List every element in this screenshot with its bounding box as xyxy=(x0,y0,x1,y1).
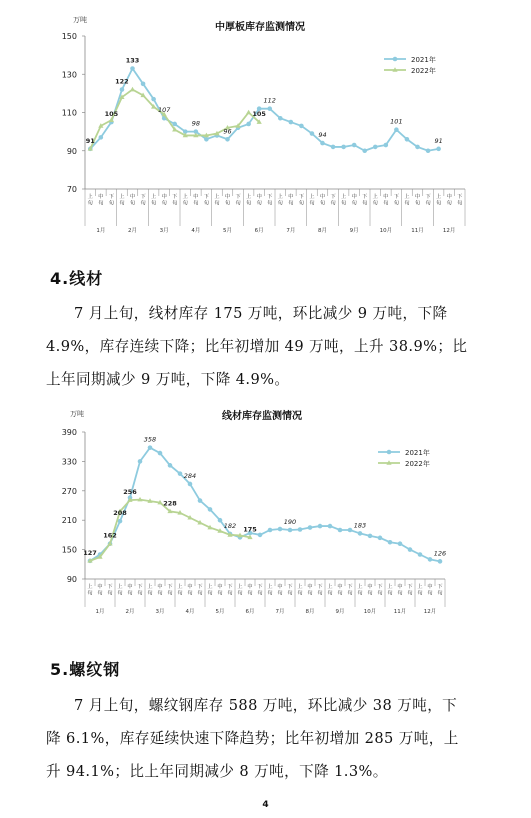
x-tick-label-period: 上 xyxy=(417,584,423,590)
y-tick-label: 90 xyxy=(66,575,77,584)
x-tick-label-period-suffix: 旬 xyxy=(161,200,167,207)
x-tick-label-period-suffix: 旬 xyxy=(330,200,336,207)
x-tick-label-period: 下 xyxy=(107,584,113,590)
x-tick-label-period-suffix: 旬 xyxy=(277,590,283,597)
y-tick-label: 70 xyxy=(66,185,77,194)
x-tick-label-period-suffix: 旬 xyxy=(351,200,357,207)
data-label: 91 xyxy=(434,136,443,145)
x-tick-label-period: 下 xyxy=(167,584,173,590)
x-tick-label-period-suffix: 旬 xyxy=(337,590,343,597)
data-label: 190 xyxy=(283,518,297,526)
x-tick-label-period: 下 xyxy=(203,194,209,200)
x-tick-label-period: 中 xyxy=(288,194,294,200)
data-point-2021 xyxy=(120,87,125,92)
x-tick-label-period: 上 xyxy=(309,194,315,200)
y-tick-label: 150 xyxy=(61,545,77,555)
x-tick-label-period: 上 xyxy=(357,584,363,590)
x-tick-label-month: 1月 xyxy=(96,228,106,234)
data-point-2021 xyxy=(258,533,263,538)
y-tick-label: 90 xyxy=(66,146,77,156)
x-tick-label-period-suffix: 旬 xyxy=(247,590,253,597)
x-tick-label-period: 中 xyxy=(129,194,136,200)
data-point-2021 xyxy=(384,143,389,148)
data-point-2021 xyxy=(268,528,273,533)
x-tick-label-period: 上 xyxy=(267,584,273,590)
data-point-2021 xyxy=(388,540,393,545)
x-tick-label-period: 下 xyxy=(140,194,146,200)
x-tick-label-month: 4月 xyxy=(191,228,201,234)
x-tick-label-month: 6月 xyxy=(245,609,255,615)
x-tick-label-period: 下 xyxy=(298,194,304,200)
data-point-2021 xyxy=(426,148,431,153)
data-label: 133 xyxy=(125,56,140,65)
x-tick-label-period: 上 xyxy=(147,584,153,590)
x-tick-label-period-suffix: 旬 xyxy=(377,590,383,597)
x-tick-label-period: 中 xyxy=(307,584,313,590)
x-tick-label-period: 下 xyxy=(407,584,413,590)
x-tick-label-period-suffix: 旬 xyxy=(287,590,293,597)
y-axis-unit: 万吨 xyxy=(73,16,87,24)
x-tick-label-period-suffix: 旬 xyxy=(108,200,114,207)
x-tick-label-period: 上 xyxy=(182,194,188,200)
x-tick-label-period: 上 xyxy=(372,194,378,200)
x-tick-label-month: 7月 xyxy=(275,609,285,615)
x-tick-label-period: 上 xyxy=(119,194,125,200)
data-label: 256 xyxy=(123,488,137,497)
x-tick-label-period: 上 xyxy=(327,584,333,590)
x-tick-label-period-suffix: 旬 xyxy=(187,590,193,597)
x-tick-label-period-suffix: 旬 xyxy=(267,200,273,207)
x-tick-label-period: 下 xyxy=(347,584,353,590)
paragraph-line: 上年同期减少 9 万吨，下降 4.9%。 xyxy=(46,371,290,388)
x-tick-label-period-suffix: 旬 xyxy=(197,590,203,597)
x-tick-label-month: 2月 xyxy=(125,609,135,615)
x-tick-label-period-suffix: 旬 xyxy=(193,200,199,207)
x-tick-label-period: 上 xyxy=(207,584,213,590)
data-point-2021 xyxy=(278,527,283,532)
x-tick-label-period: 上 xyxy=(404,194,410,200)
paragraph-rebar xyxy=(46,689,498,788)
x-tick-label-period-suffix: 旬 xyxy=(387,590,393,597)
x-tick-label-period: 上 xyxy=(297,584,303,590)
x-tick-label-period-suffix: 旬 xyxy=(98,200,104,207)
data-point-2021 xyxy=(318,524,323,529)
data-point-2021 xyxy=(373,145,378,150)
data-point-2022 xyxy=(130,87,135,92)
data-point-2021 xyxy=(198,498,203,503)
wire-rod-inventory-chart xyxy=(0,395,531,631)
x-tick-label-period-suffix: 旬 xyxy=(129,200,136,207)
x-tick-label-period-suffix: 旬 xyxy=(97,590,103,597)
data-point-2021 xyxy=(398,541,403,546)
section-heading-wire-rod: 4.线材 xyxy=(50,269,104,288)
x-tick-label-period-suffix: 旬 xyxy=(372,200,378,207)
x-tick-label-month: 3月 xyxy=(159,228,169,234)
x-tick-label-period: 中 xyxy=(397,584,403,590)
data-point-2021 xyxy=(172,122,177,127)
x-tick-label-period-suffix: 旬 xyxy=(436,200,442,207)
data-point-2021 xyxy=(208,507,213,512)
y-tick-label: 110 xyxy=(61,108,77,118)
x-tick-label-period-suffix: 旬 xyxy=(167,590,173,597)
legend-swatch-marker xyxy=(393,57,398,62)
x-tick-label-period: 中 xyxy=(217,584,223,590)
x-tick-label-period-suffix: 旬 xyxy=(172,200,178,207)
x-tick-label-month: 10月 xyxy=(379,228,393,234)
x-tick-label-period: 上 xyxy=(341,194,347,200)
data-point-2021 xyxy=(289,120,294,125)
x-tick-label-month: 12月 xyxy=(442,228,456,234)
data-point-2021 xyxy=(408,547,413,552)
x-tick-label-period-suffix: 旬 xyxy=(319,200,326,207)
data-label: 182 xyxy=(223,521,237,530)
x-tick-label-period-suffix: 旬 xyxy=(237,590,243,597)
x-tick-label-period: 中 xyxy=(351,194,357,200)
x-tick-label-period: 下 xyxy=(287,584,293,590)
data-point-2021 xyxy=(348,528,353,533)
data-label: 101 xyxy=(390,117,403,126)
data-label: 107 xyxy=(157,106,171,115)
data-point-2021 xyxy=(99,135,104,140)
x-tick-label-period: 中 xyxy=(193,194,199,200)
y-tick-label: 390 xyxy=(61,428,77,437)
data-point-2021 xyxy=(267,106,272,111)
x-tick-label-period-suffix: 旬 xyxy=(277,200,283,207)
x-tick-label-month: 3月 xyxy=(155,609,165,615)
x-tick-label-period-suffix: 旬 xyxy=(427,590,433,597)
paragraph-line: 4.9%，库存连续下降；比年初增加 49 万吨，上升 38.9%；比 xyxy=(46,338,468,355)
data-point-2021 xyxy=(130,66,135,71)
series-line-2022 xyxy=(90,90,259,149)
x-tick-label-period: 上 xyxy=(117,584,123,590)
x-tick-label-period-suffix: 旬 xyxy=(217,590,223,597)
x-tick-label-period-suffix: 旬 xyxy=(151,200,157,207)
x-tick-label-period: 中 xyxy=(157,584,163,590)
x-tick-label-period: 下 xyxy=(172,194,178,200)
x-tick-label-period-suffix: 旬 xyxy=(107,590,113,597)
x-tick-label-month: 9月 xyxy=(335,609,345,615)
data-point-2021 xyxy=(225,137,230,142)
x-tick-label-period: 中 xyxy=(97,584,103,590)
data-point-2021 xyxy=(341,145,346,150)
data-point-2022 xyxy=(246,110,251,115)
chart-title: 中厚板库存监测情况 xyxy=(215,22,305,33)
y-axis-unit: 万吨 xyxy=(70,410,84,418)
paragraph-wire-rod xyxy=(46,297,498,396)
x-tick-label-period: 下 xyxy=(457,194,463,200)
x-tick-label-period-suffix: 旬 xyxy=(367,590,373,597)
x-tick-label-period-suffix: 旬 xyxy=(362,200,368,207)
legend-label: 2021年 xyxy=(405,449,430,457)
data-point-2021 xyxy=(415,145,420,150)
x-tick-label-period-suffix: 旬 xyxy=(207,590,213,597)
x-tick-label-period-suffix: 旬 xyxy=(147,590,153,597)
data-label: 122 xyxy=(115,77,129,86)
data-point-2021 xyxy=(148,445,153,450)
data-point-2021 xyxy=(278,116,283,121)
data-point-2021 xyxy=(418,552,423,557)
x-tick-label-period-suffix: 旬 xyxy=(347,590,353,597)
y-tick-label: 150 xyxy=(61,32,77,41)
x-tick-label-period-suffix: 旬 xyxy=(288,200,294,207)
x-tick-label-period-suffix: 旬 xyxy=(341,200,347,207)
x-tick-label-period-suffix: 旬 xyxy=(425,200,431,207)
x-tick-label-period-suffix: 旬 xyxy=(437,590,443,597)
plate-inventory-chart-svg xyxy=(0,0,531,248)
data-label: 284 xyxy=(183,471,197,480)
x-tick-label-period: 上 xyxy=(387,584,393,590)
x-tick-label-period-suffix: 旬 xyxy=(298,200,304,207)
x-tick-label-period: 上 xyxy=(277,194,283,200)
page-number: 4 xyxy=(262,800,269,810)
data-point-2021 xyxy=(438,559,443,564)
legend-swatch-marker xyxy=(387,450,392,455)
x-tick-label-period: 上 xyxy=(214,194,220,200)
data-point-2021 xyxy=(328,524,333,529)
x-tick-label-month: 9月 xyxy=(349,228,359,234)
x-tick-label-period-suffix: 旬 xyxy=(457,200,463,207)
data-point-2021 xyxy=(320,141,325,146)
x-tick-label-period: 中 xyxy=(414,194,421,200)
x-tick-label-period-suffix: 旬 xyxy=(383,200,389,207)
x-tick-label-period-suffix: 旬 xyxy=(256,200,262,207)
chart-legend xyxy=(384,55,436,75)
data-label: 105 xyxy=(104,110,119,119)
data-point-2021 xyxy=(158,451,163,456)
data-label: 183 xyxy=(353,521,367,530)
data-point-2021 xyxy=(188,482,193,487)
x-tick-label-period: 下 xyxy=(108,194,114,200)
data-point-2021 xyxy=(338,528,343,533)
data-point-2021 xyxy=(138,459,143,464)
x-tick-label-period: 上 xyxy=(87,584,93,590)
x-tick-label-period-suffix: 旬 xyxy=(87,590,93,597)
data-label: 105 xyxy=(252,110,266,119)
x-tick-label-period-suffix: 旬 xyxy=(127,590,133,597)
x-tick-label-period: 中 xyxy=(127,584,133,590)
data-label: 175 xyxy=(243,525,257,534)
x-tick-label-period-suffix: 旬 xyxy=(177,590,183,597)
y-tick-label: 210 xyxy=(61,516,77,526)
data-point-2021 xyxy=(246,122,251,127)
paragraph-line: 降 6.1%，库存延续快速下降趋势；比年初增加 285 万吨，上 xyxy=(46,730,459,747)
x-tick-label-period: 中 xyxy=(319,194,326,200)
x-tick-label-period: 下 xyxy=(437,584,443,590)
data-label: 228 xyxy=(163,499,177,508)
data-point-2021 xyxy=(358,531,363,536)
data-point-2021 xyxy=(436,147,441,152)
chart-legend xyxy=(378,448,430,468)
data-point-2021 xyxy=(331,145,336,150)
legend-label: 2022年 xyxy=(411,67,436,75)
x-tick-label-period: 下 xyxy=(257,584,263,590)
x-tick-label-period: 上 xyxy=(246,194,252,200)
data-label: 91 xyxy=(85,136,95,145)
wire-rod-inventory-chart-svg xyxy=(0,395,531,631)
x-tick-label-period-suffix: 旬 xyxy=(446,200,452,207)
x-tick-label-period: 下 xyxy=(377,584,383,590)
x-tick-label-month: 10月 xyxy=(363,609,377,615)
x-tick-label-period: 下 xyxy=(362,194,368,200)
x-tick-label-period: 中 xyxy=(383,194,389,200)
x-tick-label-period: 下 xyxy=(197,584,203,590)
x-tick-label-month: 11月 xyxy=(393,609,407,615)
x-tick-label-period: 上 xyxy=(237,584,243,590)
x-tick-label-period-suffix: 旬 xyxy=(397,590,403,597)
data-point-2021 xyxy=(378,536,383,541)
x-tick-label-period-suffix: 旬 xyxy=(246,200,252,207)
x-tick-label-month: 6月 xyxy=(254,228,264,234)
x-tick-label-period-suffix: 旬 xyxy=(87,200,93,207)
data-point-2021 xyxy=(151,97,156,102)
x-tick-label-period: 中 xyxy=(337,584,343,590)
x-tick-label-period-suffix: 旬 xyxy=(203,200,209,207)
x-tick-label-period-suffix: 旬 xyxy=(214,200,220,207)
x-tick-label-period: 中 xyxy=(277,584,283,590)
data-point-2021 xyxy=(141,82,146,87)
x-tick-label-month: 1月 xyxy=(95,609,105,615)
legend-label: 2022年 xyxy=(405,460,430,468)
chart-title: 线材库存监测情况 xyxy=(222,411,302,422)
data-label: 98 xyxy=(191,119,200,128)
y-tick-label: 270 xyxy=(61,486,77,496)
x-tick-label-period-suffix: 旬 xyxy=(317,590,323,597)
x-tick-label-period-suffix: 旬 xyxy=(309,200,315,207)
data-label: 112 xyxy=(263,96,276,105)
data-point-2021 xyxy=(362,148,367,153)
data-point-2021 xyxy=(405,137,410,142)
x-tick-label-period: 中 xyxy=(161,194,167,200)
x-tick-label-period: 下 xyxy=(393,194,399,200)
data-label: 358 xyxy=(143,435,157,444)
x-tick-label-period-suffix: 旬 xyxy=(407,590,413,597)
x-tick-label-month: 11月 xyxy=(411,228,424,234)
x-tick-label-period: 下 xyxy=(267,194,273,200)
x-tick-label-period-suffix: 旬 xyxy=(224,200,231,207)
paragraph-line: 升 94.1%；比上年同期减少 8 万吨，下降 1.3%。 xyxy=(46,763,388,780)
x-tick-label-period-suffix: 旬 xyxy=(117,590,123,597)
paragraph-line: 7 月上旬，线材库存 175 万吨，环比减少 9 万吨，下降 xyxy=(74,305,448,322)
x-tick-label-month: 5月 xyxy=(215,609,225,615)
x-tick-label-period-suffix: 旬 xyxy=(182,200,188,207)
x-tick-label-period: 下 xyxy=(137,584,143,590)
data-label: 162 xyxy=(103,531,117,540)
data-point-2021 xyxy=(168,463,173,468)
x-tick-label-period-suffix: 旬 xyxy=(327,590,333,597)
x-tick-label-period: 中 xyxy=(446,194,452,200)
x-tick-label-period: 中 xyxy=(187,584,193,590)
data-label: 126 xyxy=(433,549,447,558)
x-tick-label-period-suffix: 旬 xyxy=(257,590,263,597)
x-tick-label-period: 中 xyxy=(247,584,253,590)
data-label: 96 xyxy=(223,127,232,136)
x-tick-label-period: 上 xyxy=(436,194,442,200)
x-tick-label-month: 7月 xyxy=(286,228,296,234)
x-tick-label-period-suffix: 旬 xyxy=(404,200,410,207)
y-tick-label: 130 xyxy=(61,70,77,80)
x-tick-label-period: 下 xyxy=(330,194,336,200)
x-tick-label-month: 5月 xyxy=(223,228,232,234)
x-tick-label-period-suffix: 旬 xyxy=(119,200,125,207)
data-point-2021 xyxy=(368,534,373,539)
x-tick-label-period: 下 xyxy=(235,194,241,200)
section-heading-rebar: 5.螺纹钢 xyxy=(50,660,121,679)
data-point-2021 xyxy=(310,131,315,136)
x-tick-label-period-suffix: 旬 xyxy=(357,590,363,597)
x-tick-label-month: 12月 xyxy=(423,609,437,615)
x-tick-label-period: 下 xyxy=(425,194,431,200)
x-tick-label-period-suffix: 旬 xyxy=(393,200,399,207)
x-tick-label-period-suffix: 旬 xyxy=(235,200,241,207)
data-point-2021 xyxy=(428,557,433,562)
x-tick-label-period: 上 xyxy=(87,194,93,200)
x-tick-label-period: 中 xyxy=(256,194,262,200)
x-tick-label-period-suffix: 旬 xyxy=(417,590,423,597)
legend-label: 2021年 xyxy=(411,56,436,64)
data-point-2021 xyxy=(218,518,223,523)
paragraph-line: 7 月上旬，螺纹钢库存 588 万吨，环比减少 38 万吨，下 xyxy=(74,697,458,714)
data-point-2021 xyxy=(299,124,304,129)
plate-inventory-chart xyxy=(0,0,531,248)
x-tick-label-period-suffix: 旬 xyxy=(137,590,143,597)
x-tick-label-period: 上 xyxy=(151,194,157,200)
data-point-2021 xyxy=(394,127,399,132)
x-tick-label-period: 中 xyxy=(224,194,231,200)
x-tick-label-month: 8月 xyxy=(318,228,327,234)
y-tick-label: 330 xyxy=(61,457,77,467)
x-tick-label-period-suffix: 旬 xyxy=(297,590,303,597)
data-label: 94 xyxy=(318,131,327,140)
x-tick-label-month: 4月 xyxy=(185,609,195,615)
x-tick-label-period: 上 xyxy=(177,584,183,590)
data-point-2021 xyxy=(288,528,293,533)
data-point-2021 xyxy=(352,143,357,148)
data-point-2021 xyxy=(298,527,303,532)
x-tick-label-period-suffix: 旬 xyxy=(157,590,163,597)
data-label: 208 xyxy=(113,509,127,518)
x-tick-label-period-suffix: 旬 xyxy=(267,590,273,597)
x-tick-label-period-suffix: 旬 xyxy=(307,590,313,597)
x-tick-label-period: 中 xyxy=(427,584,433,590)
data-point-2021 xyxy=(204,137,209,142)
data-point-2021 xyxy=(178,471,183,476)
data-label: 127 xyxy=(83,548,97,557)
x-tick-label-period: 中 xyxy=(367,584,373,590)
x-tick-label-period: 下 xyxy=(227,584,233,590)
x-tick-label-period: 下 xyxy=(317,584,323,590)
x-tick-label-period-suffix: 旬 xyxy=(140,200,146,207)
x-tick-label-month: 2月 xyxy=(128,228,137,234)
x-tick-label-period: 中 xyxy=(98,194,104,200)
x-tick-label-month: 8月 xyxy=(305,609,315,615)
data-point-2021 xyxy=(308,525,313,530)
x-tick-label-period-suffix: 旬 xyxy=(414,200,421,207)
x-tick-label-period-suffix: 旬 xyxy=(227,590,233,597)
